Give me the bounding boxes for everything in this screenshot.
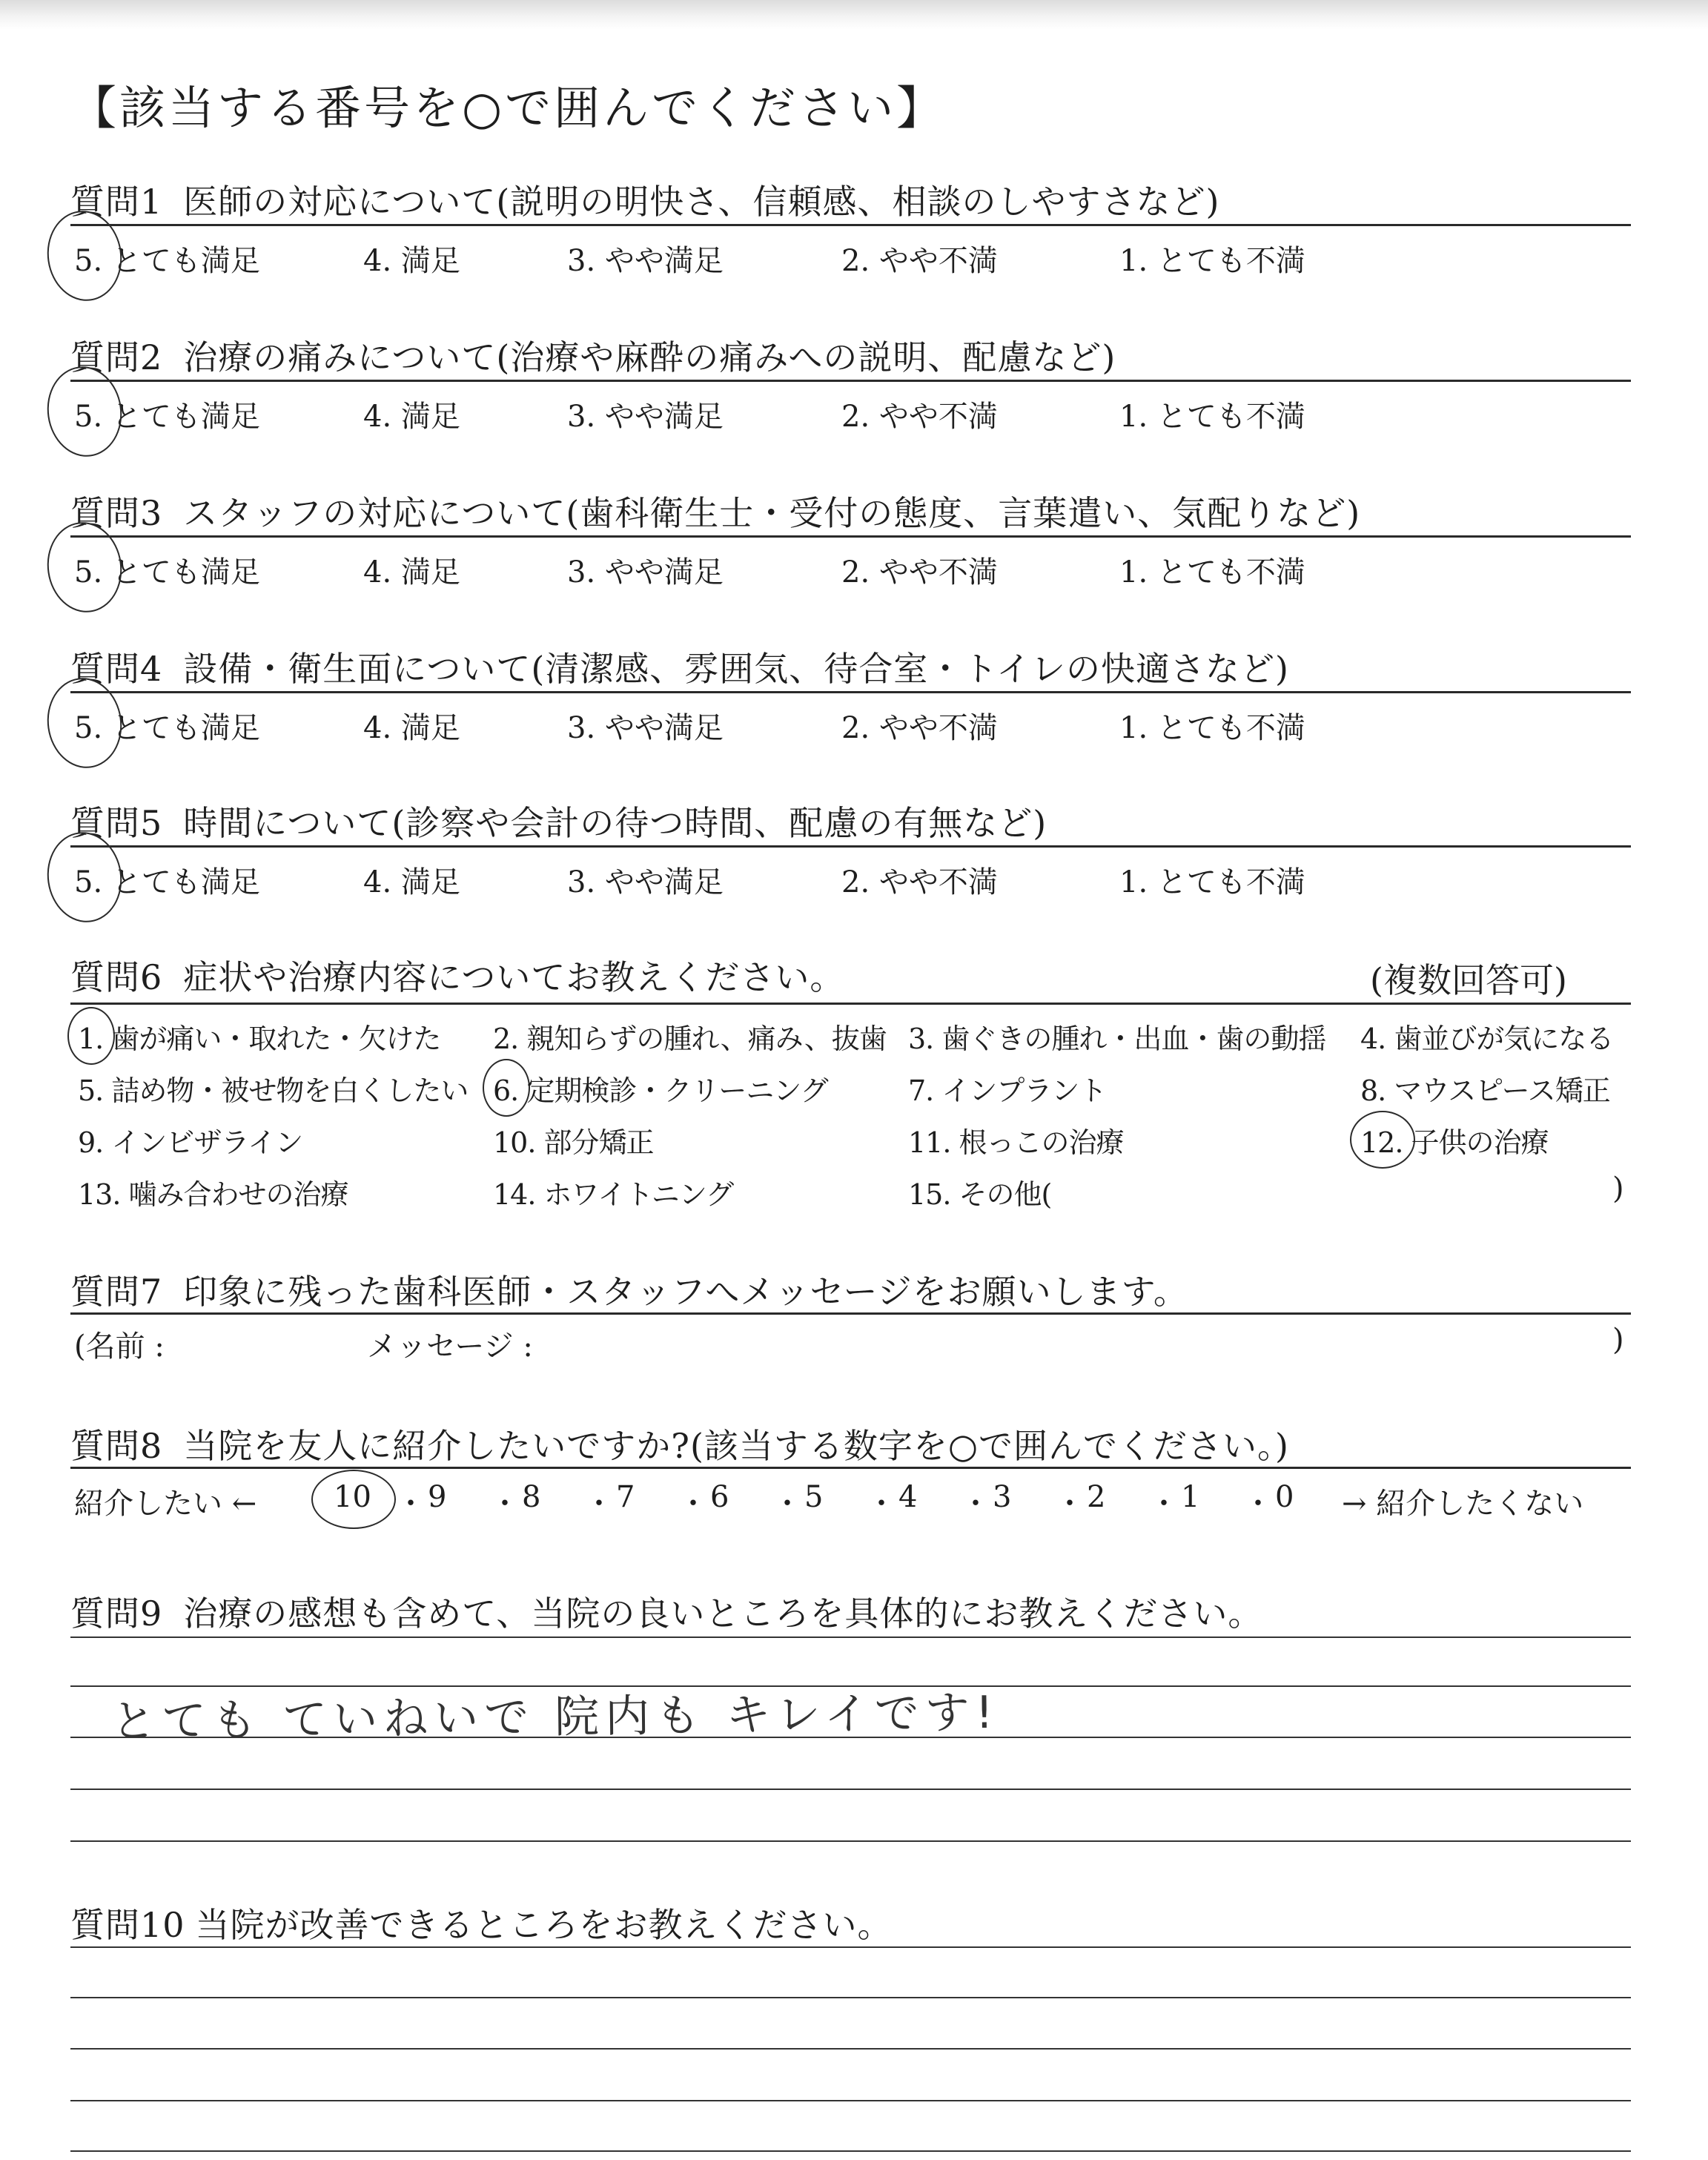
q10-title <box>70 1898 893 1947</box>
q6-option-3[interactable]: 3. 歯ぐきの腫れ・出血・歯の動揺 <box>908 1023 1326 1055</box>
q3-rule <box>70 535 1631 538</box>
q1-rule <box>70 224 1631 226</box>
q7-close-paren: ) <box>1612 1323 1624 1357</box>
q9-line-1 <box>70 1636 1631 1638</box>
q8-number: 質問8 <box>70 1426 163 1466</box>
q6-option-10[interactable]: 10. 部分矯正 <box>493 1126 654 1159</box>
q9-number: 質問9 <box>70 1593 163 1634</box>
q8-scale-separator: ・ <box>961 1487 990 1521</box>
q8-scale-separator: ・ <box>772 1487 802 1521</box>
q5-number: 質問5 <box>70 803 163 843</box>
q8-title <box>70 1419 1289 1468</box>
q6-option-2[interactable]: 2. 親知らずの腫れ、痛み、抜歯 <box>493 1023 887 1055</box>
q8-scale-separator: ・ <box>867 1487 896 1521</box>
q6-rule <box>70 1003 1631 1005</box>
q8-scale-separator: ・ <box>1243 1487 1273 1521</box>
q9-text: 治療の感想も含めて、当院の良いところを具体的にお教えください。 <box>183 1593 1263 1634</box>
q6-text: 症状や治療内容についてお教えください。 <box>183 957 845 997</box>
q8-selection-circle <box>311 1470 396 1529</box>
q8-scale-7[interactable]: 7 <box>616 1480 635 1514</box>
q1-option-1[interactable]: 1. とても不満 <box>1119 244 1305 278</box>
q8-scale-separator: ・ <box>490 1487 520 1521</box>
q2-option-2[interactable]: 2. やや不満 <box>841 400 998 434</box>
q1-text: 医師の対応について(説明の明快さ、信頼感、相談のしやすさなど) <box>183 182 1220 222</box>
q9-handwritten-answer: とても ていねいで 院内も キレイです! <box>110 1686 1000 1748</box>
q2-option-4[interactable]: 4. 満足 <box>363 400 460 434</box>
q3-option-2[interactable]: 2. やや不満 <box>841 555 998 589</box>
q4-text: 設備・衛生面について(清潔感、雰囲気、待合室・トイレの快適さなど) <box>183 649 1289 689</box>
q1-option-3[interactable]: 3. やや満足 <box>567 244 724 278</box>
q6-option-4[interactable]: 4. 歯並びが気になる <box>1360 1023 1614 1055</box>
q5-option-5[interactable]: 5. とても満足 <box>74 865 260 899</box>
q4-option-2[interactable]: 2. やや不満 <box>841 711 998 745</box>
q7-message-label: メッセージ : <box>367 1330 533 1364</box>
q8-scale-separator: ・ <box>678 1487 708 1521</box>
q2-title <box>70 331 1116 380</box>
q6-option-9[interactable]: 9. インビザライン <box>78 1126 303 1159</box>
form-header: 【該当する番号を○で囲んでください】 <box>70 81 946 135</box>
q4-title <box>70 642 1289 691</box>
q4-option-3[interactable]: 3. やや満足 <box>567 711 724 745</box>
q5-option-2[interactable]: 2. やや不満 <box>841 865 998 899</box>
q10-text: 当院が改善できるところをお教えください。 <box>195 1905 893 1945</box>
q6-other-close-paren: ) <box>1612 1172 1624 1206</box>
q9-title <box>70 1587 1262 1636</box>
q5-option-3[interactable]: 3. やや満足 <box>567 865 724 899</box>
q8-scale-separator: ・ <box>396 1487 426 1521</box>
q1-option-5[interactable]: 5. とても満足 <box>74 244 260 278</box>
q6-option-15[interactable]: 15. その他( <box>908 1178 1052 1211</box>
q6-option-12[interactable]: 12. 子供の治療 <box>1360 1126 1549 1159</box>
q5-option-1[interactable]: 1. とても不満 <box>1119 865 1305 899</box>
q8-text: 当院を友人に紹介したいですか?(該当する数字を○で囲んでください。) <box>183 1426 1289 1466</box>
q6-option-11[interactable]: 11. 根っこの治療 <box>908 1126 1124 1159</box>
q7-text: 印象に残った歯科医師・スタッフへメッセージをお願いします。 <box>183 1272 1188 1312</box>
q8-left-label: 紹介したい ← <box>74 1487 257 1521</box>
q6-number: 質問6 <box>70 957 163 997</box>
q8-scale-6[interactable]: 6 <box>710 1480 729 1514</box>
q10-line-2 <box>70 1997 1631 1998</box>
q3-option-5[interactable]: 5. とても満足 <box>74 555 260 589</box>
q6-option-8[interactable]: 8. マウスピース矯正 <box>1360 1074 1610 1107</box>
q8-scale-separator: ・ <box>1149 1487 1179 1521</box>
q3-option-4[interactable]: 4. 満足 <box>363 555 460 589</box>
q3-text: スタッフの対応について(歯科衛生士・受付の態度、言葉遣い、気配りなど) <box>183 493 1361 533</box>
q4-option-1[interactable]: 1. とても不満 <box>1119 711 1305 745</box>
q6-option-1[interactable]: 1. 歯が痛い・取れた・欠けた <box>78 1023 441 1055</box>
q1-title <box>70 175 1219 224</box>
q5-title <box>70 796 1047 845</box>
q6-note: (複数回答可) <box>1370 960 1567 1000</box>
q10-line-5 <box>70 2150 1631 2152</box>
q1-number: 質問1 <box>70 182 163 222</box>
q5-text: 時間について(診察や会計の待つ時間、配慮の有無など) <box>183 803 1047 843</box>
q8-scale-4[interactable]: 4 <box>898 1480 918 1514</box>
q3-option-1[interactable]: 1. とても不満 <box>1119 555 1305 589</box>
q2-option-1[interactable]: 1. とても不満 <box>1119 400 1305 434</box>
q10-line-3 <box>70 2048 1631 2050</box>
q8-scale-3[interactable]: 3 <box>993 1480 1012 1514</box>
q8-scale-0[interactable]: 0 <box>1275 1480 1294 1514</box>
q3-option-3[interactable]: 3. やや満足 <box>567 555 724 589</box>
q5-rule <box>70 845 1631 848</box>
q9-line-5 <box>70 1840 1631 1842</box>
q10-line-4 <box>70 2100 1631 2101</box>
scan-edge <box>0 0 1708 30</box>
q6-option-6[interactable]: 6. 定期検診・クリーニング <box>493 1074 828 1107</box>
q4-rule <box>70 691 1631 693</box>
q8-scale-separator: ・ <box>584 1487 614 1521</box>
q7-rule <box>70 1312 1631 1315</box>
q4-number: 質問4 <box>70 649 163 689</box>
q1-option-4[interactable]: 4. 満足 <box>363 244 460 278</box>
q2-number: 質問2 <box>70 337 163 377</box>
q2-option-5[interactable]: 5. とても満足 <box>74 400 260 434</box>
q9-line-4 <box>70 1789 1631 1790</box>
q6-title <box>70 951 844 1000</box>
q7-title <box>70 1265 1188 1314</box>
q1-option-2[interactable]: 2. やや不満 <box>841 244 998 278</box>
q8-scale-9[interactable]: 9 <box>428 1480 447 1514</box>
q6-option-13[interactable]: 13. 噛み合わせの治療 <box>78 1178 348 1211</box>
q10-line-1 <box>70 1946 1631 1948</box>
q8-scale-8[interactable]: 8 <box>522 1480 541 1514</box>
q8-scale-1[interactable]: 1 <box>1181 1480 1200 1514</box>
q2-text: 治療の痛みについて(治療や麻酔の痛みへの説明、配慮など) <box>183 337 1116 377</box>
q4-option-5[interactable]: 5. とても満足 <box>74 711 260 745</box>
q6-option-5[interactable]: 5. 詰め物・被せ物を白くしたい <box>78 1074 469 1107</box>
q8-right-label: → 紹介したくない <box>1342 1487 1584 1521</box>
q6-option-7[interactable]: 7. インプラント <box>908 1074 1107 1107</box>
q5-option-4[interactable]: 4. 満足 <box>363 865 460 899</box>
q3-number: 質問3 <box>70 493 163 533</box>
q8-scale-2[interactable]: 2 <box>1087 1480 1106 1514</box>
q2-option-3[interactable]: 3. やや満足 <box>567 400 724 434</box>
q3-title <box>70 486 1360 535</box>
q2-rule <box>70 380 1631 382</box>
q8-scale-10[interactable]: 10 <box>334 1480 371 1514</box>
q7-name-label: (名前 : <box>74 1330 165 1364</box>
q4-option-4[interactable]: 4. 満足 <box>363 711 460 745</box>
q8-scale-5[interactable]: 5 <box>804 1480 824 1514</box>
q8-rule <box>70 1467 1631 1469</box>
q6-option-14[interactable]: 14. ホワイトニング <box>493 1178 734 1211</box>
q7-number: 質問7 <box>70 1272 163 1312</box>
q8-scale-separator: ・ <box>1055 1487 1085 1521</box>
q10-number: 質問10 <box>70 1905 185 1945</box>
